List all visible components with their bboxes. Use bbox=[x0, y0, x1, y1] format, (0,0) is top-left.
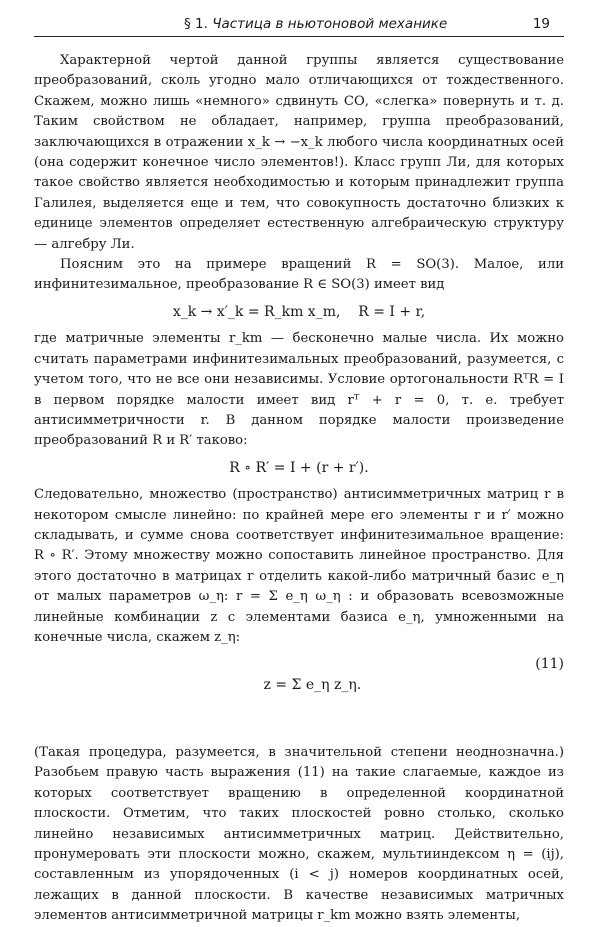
paragraph-2: Поясним это на примере вращений R = SO(3). Малое, или инфинитезимальное, преобразование R ∈ SO(3) имеет вид bbox=[34, 257, 564, 293]
equation-number: (11) bbox=[535, 656, 564, 673]
inline-sum-formula: r = Σ e_η ω_η : bbox=[235, 589, 353, 605]
running-head bbox=[34, 16, 564, 37]
page-number: 19 bbox=[532, 16, 550, 32]
formula-11-expr: z = Σ e_η z_η. bbox=[263, 676, 362, 693]
paragraph-1: Характерной чертой данной группы является существование преобразований, сколь угодно мало отличающихся от тождественного. Скажем, можно лишь «немного» сдвинуть СО, «слегка» повернуть и т. д. Таким свойством не обладает, например, группа преобразований, заключающихся в отражении x_k → −x_k любого числа координатных осей (она содержит конечное число элементов!). Класс групп Ли, для которых такое свойство является необходимостью и которым принадлежит группа Галилея, выделяется еще и тем, что совокупность достаточно близких к единице элементов определяет естественную алгебраическую структуру — алгебру Ли. bbox=[34, 53, 564, 252]
section-number: § 1. bbox=[184, 16, 208, 32]
body-text bbox=[34, 51, 564, 927]
paragraph-4-text: Следовательно, множество (пространство) антисимметричных матриц r в некотором смысле линейно: по крайней мере его элементы r и r′ можно складывать, и сумме снова соответствует инфинитезимальное вращение: R ∘ R′. Этому множеству можно сопоставить линейное пространство. Для этого достаточно в матрицах r отделить какой-либо матричный базис e_η от малых параметров ω_η: bbox=[34, 487, 564, 605]
paragraph-4-tail: и образовать всевозможные линейные комбинации z с элементами базиса e_η, умноженными на конечные числа, скажем z_η: bbox=[34, 589, 564, 645]
paragraph-5: (Такая процедура, разумеется, в значительной степени неоднозначна.) Разобьем правую часть выражения (11) на такие слагаемые, каждое из которых соответствует вращению в определенной координатной плоскости. Отметим, что таких плоскостей ровно столько, сколько линейно независимых антисимметричных матриц. Действительно, пронумеровать эти плоскости можно, скажем, мультииндексом η = (ij), составленным из упорядоченных (i < j) номеров координатных осей, лежащих в данной плоскости. В качестве независимых матричных элементов антисимметричной матрицы r_km можно взять элементы, bbox=[34, 745, 564, 924]
formula-product: R ∘ R′ = I + (r + r′). bbox=[229, 459, 369, 476]
section-name: Частица в ньютоновой механике bbox=[212, 16, 448, 32]
section-title bbox=[184, 16, 447, 32]
paragraph-4 bbox=[34, 485, 564, 648]
paragraph-3: где матричные элементы r_km — бесконечно малые числа. Их можно считать параметрами инфинитезимальных преобразований, разумеется, с учетом того, что не все они независимы. Условие ортогональности RᵀR = I в первом порядке малости имеет вид rᵀ + r = 0, т. е. требует антисимметричности r. В данном порядке малости произведение преобразований R и R′ таково: bbox=[34, 331, 564, 449]
formula-infinitesimal-rotation: x_k → x′_k = R_km x_m, R = I + r, bbox=[172, 303, 426, 320]
formula-11 bbox=[34, 654, 564, 736]
